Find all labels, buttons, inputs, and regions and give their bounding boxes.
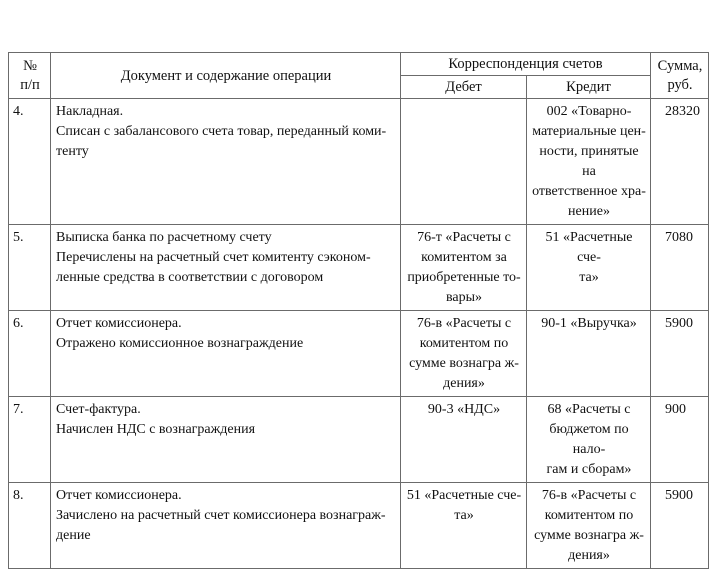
header-corr-label: Корреспонденция счетов — [448, 55, 603, 72]
doc-line: Счет-фактура. — [56, 402, 141, 417]
table-row — [9, 225, 709, 311]
row-number: 4. — [9, 99, 51, 225]
debit-line: 76-в «Расчеты с — [416, 316, 512, 331]
row-document — [51, 99, 401, 225]
credit-line: 002 «Товарно- — [546, 104, 632, 119]
row-debit — [401, 311, 527, 397]
row-sum: 5900 — [651, 483, 709, 569]
credit-line: та» — [579, 270, 599, 285]
table-row — [9, 99, 709, 225]
row-sum: 28320 — [651, 99, 709, 225]
row-sum: 7080 — [651, 225, 709, 311]
credit-line: гам и сборам» — [546, 462, 632, 477]
credit-line: комитентом по — [544, 508, 634, 523]
doc-line: дение — [56, 528, 91, 543]
row-number: 6. — [9, 311, 51, 397]
credit-line: дения» — [568, 548, 610, 563]
header-corr-cell — [401, 53, 651, 76]
doc-line: ленные средства в соответствии с договором — [56, 270, 324, 285]
credit-line: ности, принятые на — [539, 144, 639, 179]
header-debit-label: Дебет — [445, 78, 482, 95]
doc-line: Перечислены на расчетный счет комитенту сэконом- — [56, 250, 371, 265]
doc-line: Зачислено на расчетный счет комиссионера вознаграж- — [56, 508, 386, 523]
table-row — [9, 311, 709, 397]
row-credit — [527, 311, 651, 397]
doc-line: Отчет комиссионера. — [56, 488, 182, 503]
accounting-table-frame — [8, 52, 708, 563]
credit-line: сумме вознагра ж- — [534, 528, 644, 543]
doc-line: тенту — [56, 144, 89, 159]
row-number: 5. — [9, 225, 51, 311]
credit-line: 76-в «Расчеты с — [541, 488, 637, 503]
debit-line: 51 «Расчетные сче- — [406, 488, 522, 503]
row-debit — [401, 225, 527, 311]
row-credit — [527, 397, 651, 483]
credit-line: нение» — [568, 204, 610, 219]
row-credit — [527, 225, 651, 311]
debit-line: 90-3 «НДС» — [427, 402, 501, 417]
debit-line: комитентом по — [419, 336, 509, 351]
row-document — [51, 225, 401, 311]
row-number: 8. — [9, 483, 51, 569]
debit-line: комитентом за — [421, 250, 507, 265]
debit-line: сумме вознагра ж- — [409, 356, 519, 371]
accounting-entries-table — [8, 52, 709, 569]
header-credit-label: Кредит — [566, 78, 611, 95]
header-num-sub-label: п/п — [20, 77, 40, 93]
credit-line: 90-1 «Выручка» — [541, 316, 637, 331]
header-num-cell — [9, 53, 51, 99]
table-row — [9, 397, 709, 483]
credit-line: 51 «Расчетные сче- — [545, 230, 633, 265]
header-sum-cell — [651, 53, 709, 99]
header-doc-label: Документ и содержание операции — [120, 67, 332, 84]
row-sum: 5900 — [651, 311, 709, 397]
row-document — [51, 397, 401, 483]
header-sum-unit: руб. — [667, 77, 693, 93]
doc-line: Накладная. — [56, 104, 124, 119]
debit-line: дения» — [443, 376, 485, 391]
header-num-label: № — [23, 58, 37, 74]
header-row-1 — [9, 53, 709, 76]
credit-line: материальные цен- — [532, 124, 646, 139]
credit-line: бюджетом по нало- — [549, 422, 629, 457]
debit-line: 76-т «Расчеты с — [417, 230, 511, 245]
row-document — [51, 483, 401, 569]
doc-line: Выписка банка по расчетному счету — [56, 230, 272, 245]
doc-line: Отчет комиссионера. — [56, 316, 182, 331]
row-credit — [527, 99, 651, 225]
header-doc-cell — [51, 53, 401, 99]
row-debit — [401, 99, 527, 225]
table-row — [9, 483, 709, 569]
debit-line: вары» — [445, 290, 483, 305]
doc-line: Списан с забалансового счета товар, переданный коми- — [56, 124, 387, 139]
doc-line: Начислен НДС с вознаграждения — [56, 422, 256, 437]
debit-line: та» — [454, 508, 474, 523]
credit-line: 68 «Расчеты с — [547, 402, 631, 417]
row-debit — [401, 397, 527, 483]
credit-line: ответственное хра- — [532, 184, 646, 199]
row-sum: 900 — [651, 397, 709, 483]
row-credit — [527, 483, 651, 569]
debit-line: приобретенные то- — [407, 270, 521, 285]
header-credit-cell — [527, 76, 651, 99]
header-debit-cell — [401, 76, 527, 99]
row-debit — [401, 483, 527, 569]
row-number: 7. — [9, 397, 51, 483]
row-document — [51, 311, 401, 397]
header-sum-label: Сумма, — [657, 58, 703, 74]
doc-line: Отражено комиссионное вознаграждение — [56, 336, 304, 351]
